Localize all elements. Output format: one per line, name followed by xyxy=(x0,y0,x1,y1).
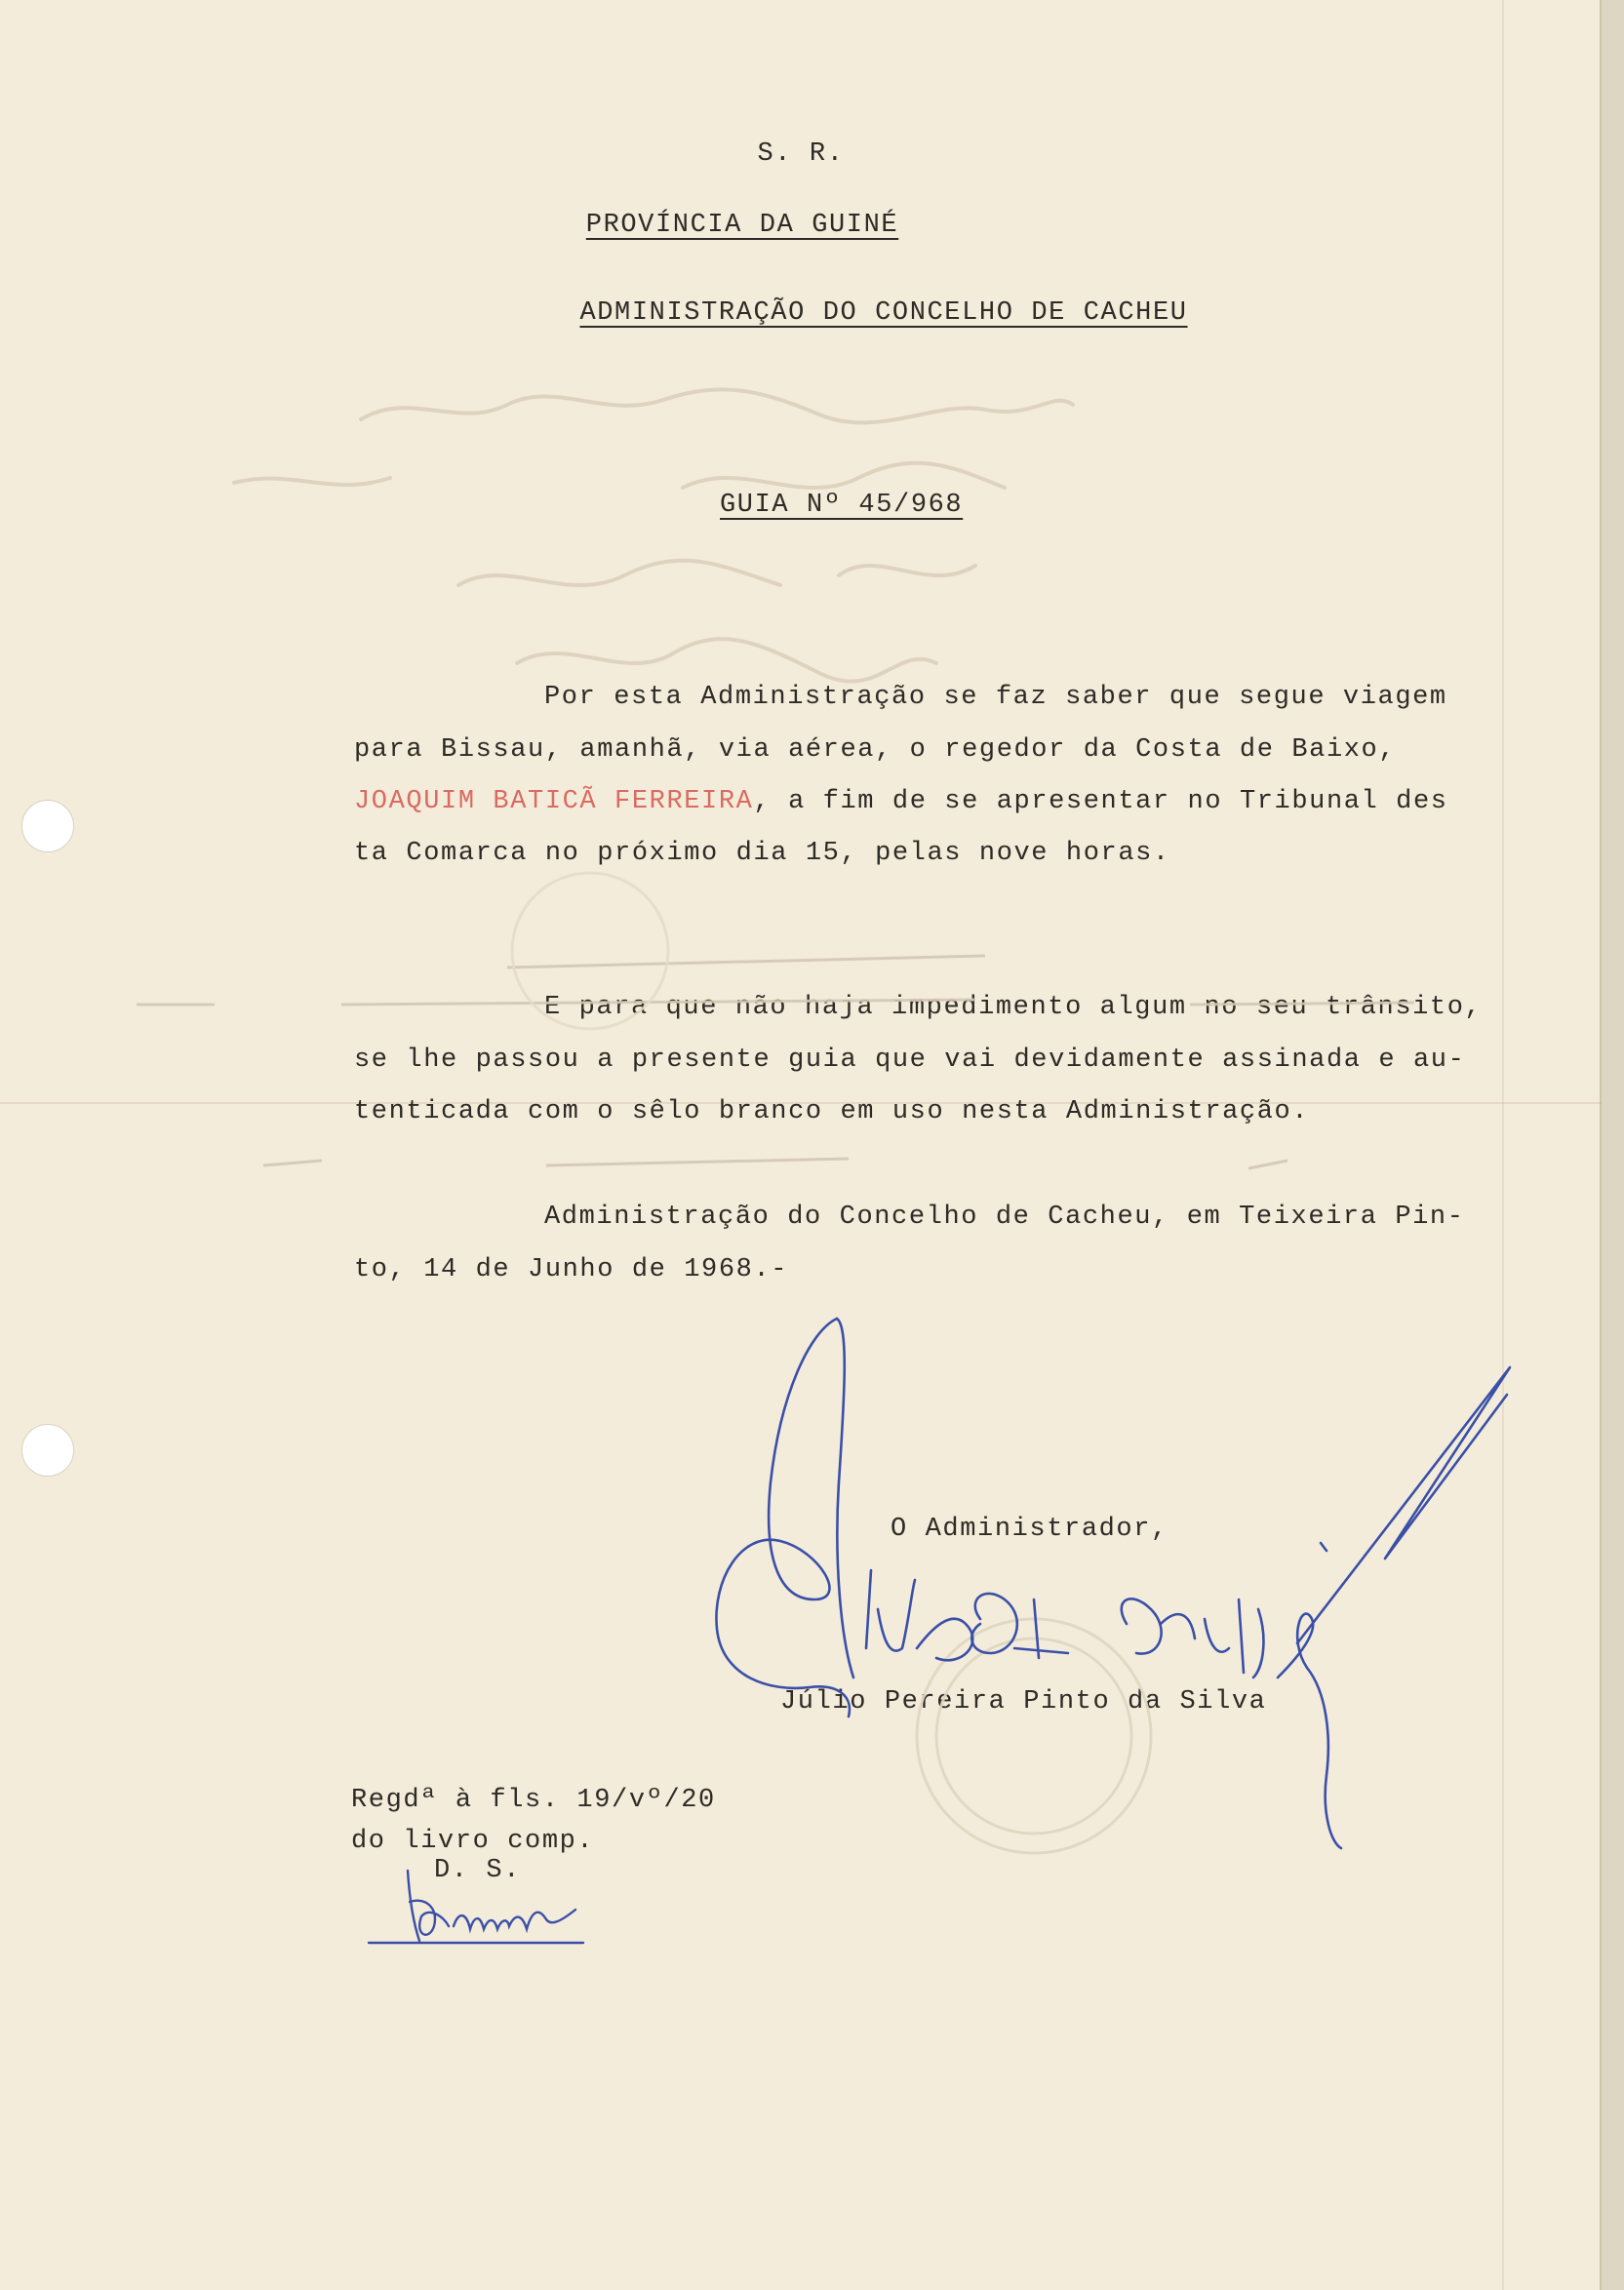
body-line-rest: , a fim de se apresentar no Tribunal des xyxy=(753,787,1448,816)
body-line: to, 14 de Junho de 1968.- xyxy=(354,1255,789,1284)
body-line: se lhe passou a presente guia que vai devidamente assinada e au- xyxy=(354,1046,1466,1075)
administrator-role: O Administrador, xyxy=(891,1515,1168,1544)
registration-initials: D. S. xyxy=(434,1856,522,1885)
embossed-seal xyxy=(512,873,1151,1853)
header-province: PROVÍNCIA DA GUINÉ xyxy=(585,211,899,240)
body-line: ta Comarca no próximo dia 15, pelas nove horas. xyxy=(354,839,1170,868)
faded-stamp-marks xyxy=(137,956,1414,1168)
header-sr: S. R. xyxy=(757,139,845,169)
person-name: JOAQUIM BATICÃ FERREIRA xyxy=(354,787,754,816)
header-administration: ADMINISTRAÇÃO DO CONCELHO DE CACHEU xyxy=(579,298,1188,328)
faded-handwritten-note xyxy=(234,389,1073,681)
administrator-signature xyxy=(716,1319,1510,1848)
body-line: Por esta Administração se faz saber que segue viagem xyxy=(544,683,1447,712)
registration-line: Regdª à fls. 19/vº/20 xyxy=(351,1786,716,1815)
body-line: E para que não haja impedimento algum no seu trânsito, xyxy=(544,993,1483,1022)
registration-signature xyxy=(369,1871,583,1943)
body-line: para Bissau, amanhã, via aérea, o regedor da Costa de Baixo, xyxy=(354,735,1397,765)
administrator-name: Júlio Pereira Pinto da Silva xyxy=(780,1687,1267,1717)
guia-number: GUIA Nº 45/968 xyxy=(720,491,964,520)
body-line: tenticada com o sêlo branco em uso nesta Administração. xyxy=(354,1097,1310,1126)
body-line: Administração do Concelho de Cacheu, em Teixeira Pin- xyxy=(544,1203,1465,1232)
registration-line: do livro comp. xyxy=(351,1827,595,1856)
